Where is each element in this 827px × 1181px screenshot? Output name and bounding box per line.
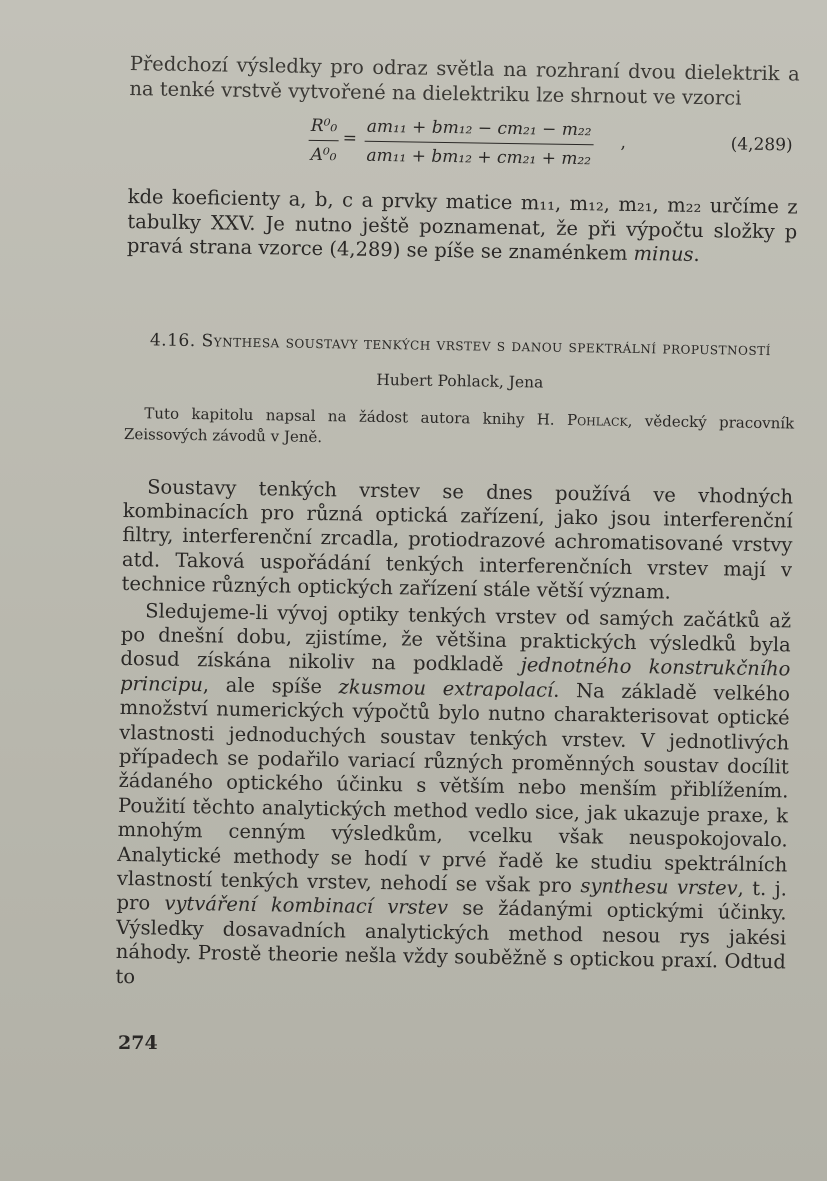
equation-number: (4,289) [730,134,793,156]
formula-4-289 [128,109,799,186]
section-title: Synthesa soustavy tenkých vrstev s danou spektrální propustností [201,330,772,360]
author-note [124,402,795,455]
after-formula-end: . [693,242,700,266]
paragraph-2-part-d: , t. j. pro [116,876,788,915]
section-heading [125,326,795,363]
after-formula-italic: minus [633,241,694,266]
page-number: 274 [118,1032,158,1054]
formula-lhs-numerator: R⁰₀ [310,115,338,137]
paragraph-2-part-a: Sledujeme-li vývoj optiky tenkých vrstev od samých začátků až po dnešní dobu, zjistíme, že většina praktických výsledků byla dosud získána nikoliv na podkladě [120,598,792,677]
formula-lhs-denominator: A⁰₀ [310,144,337,166]
formula-comma: , [620,132,627,153]
section-author: Hubert Pohlack, Jena [376,370,544,392]
paragraph-2-part-b: , ale spíše [202,672,323,698]
after-formula-paragraph [127,185,798,269]
author-note-text-a: Tuto kapitolu napsal na žádost autora knihy H. [144,403,555,429]
paragraph-2 [115,598,791,999]
formula-rhs-fraction [364,115,594,172]
paragraph-2-italic-4: vytváření kombinací vrstev [164,892,449,920]
author-note-name: Pohlack [566,410,628,430]
paragraph-2-italic-1: jednotného konstrukčního principu [119,653,791,696]
formula-equals: = [342,128,358,149]
formula-rhs-numerator: am₁₁ + bm₁₂ − cm₂₁ − m₂₂ [366,116,592,141]
paragraph-2-part-c: . Na základě velkého množství numerických výpočtů bylo nutno charakterisovat optické vlastnosti jednoduchých soustav tenkých vrstev. V jednotlivých případech se podařilo variací různých proměnných soustav docílit žádaného optického účinku s větším nebo menším přiblížením. Použití těchto analytických method vedlo sice, jak ukazuje praxe, k mnohým cenným výsledkům, vcelku však neuspokojovalo. Analytické methody se hodí v prvé řadě ke studiu spektrálních vlastností tenkých vrstev, nehodí se však pro [116,678,791,898]
section-number: 4.16. [149,329,196,351]
formula-rhs-denominator: am₁₁ + bm₁₂ + cm₂₁ + m₂₂ [366,145,592,170]
formula-lhs-fraction [308,114,339,167]
author-note-text-b: , vědecký pracovník Zeissových závodů v Jeně. [123,411,795,446]
fraction-bar [309,140,339,141]
paragraph-1: Soustavy tenkých vrstev se dnes používá ve vhodných kombinacích pro různá optická zařízení, jako jsou interferenční filtry, interferenční zrcadla, protiodrazové achromatisované vrstvy atd. Taková uspořádání tenkých interferenčních vrstev mají v technice různých optických zařízení stále větší význam. [121,474,794,604]
after-formula-text: kde koeficienty a, b, c a prvky matice m₁₁, m₁₂, m₂₁, m₂₂ určíme z tabulky XXV. Je nutno ještě poznamenat, že při výpočtu složky p pravá strana vzorce (4,289) se píše se znaménkem [126,184,798,265]
body-text [115,474,793,999]
page-content [115,52,800,999]
paragraph-2-part-e: se žádanými optickými účinky. Výsledky dosavadních analytických method nesou rys jakési náhody. Prostě theorie nešla vždy souběžně s optickou praxí. Odtud to [115,896,787,988]
paragraph-2-italic-2: zkusmou extrapolací [338,675,554,702]
paragraph-2-italic-3: synthesu vrstev [580,874,738,900]
intro-paragraph: Předchozí výsledky pro odraz světla na rozhraní dvou dielektrik a na tenké vrstvě vytvořené na dielektriku lze shrnout ve vzorci [129,52,800,110]
